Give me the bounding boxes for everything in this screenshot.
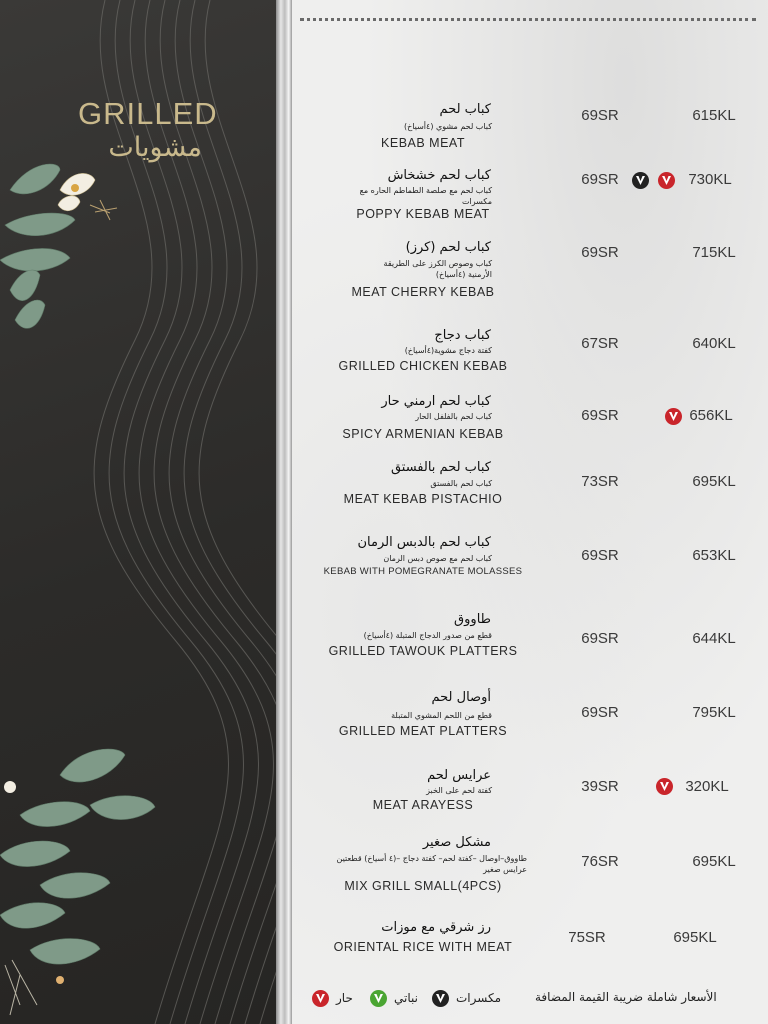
leaves-decoration-bottom [0,735,160,1024]
item-name-arabic: رز شرقي مع موزات [381,920,491,935]
item-calories: 695KL [692,853,736,870]
item-name-arabic: كباب دجاج [434,328,491,343]
item-calories: 715KL [692,244,736,261]
vegetarian-icon [370,990,387,1007]
item-description-arabic: كباب لحم مع صلصة الطماطم الحاره مع مكسرات [359,186,492,206]
item-price-sr: 75SR [568,929,606,946]
item-price-sr: 69SR [581,244,619,261]
item-name-english: GRILLED CHICKEN KEBAB [338,359,508,373]
item-name-english: GRILLED TAWOUK PLATTERS [328,644,518,658]
item-calories: 795KL [692,704,736,721]
page-divider [276,0,292,1024]
item-name-arabic: كباب لحم بالفستق [390,460,491,475]
item-name-english: POPPY KEBAB MEAT [356,207,490,221]
item-name-arabic: مشكل صغير [422,835,491,850]
item-calories: 695KL [692,473,736,490]
item-name-english: GRILLED MEAT PLATTERS [338,724,508,738]
item-price-sr: 76SR [581,853,619,870]
item-name-english: KEBAB MEAT [381,136,465,150]
binding-dots-decoration [300,18,756,31]
item-description-arabic: كباب لحم بالفستق [430,479,492,488]
section-cover-panel [0,0,276,1024]
item-name-arabic: كباب لحم (كرز) [405,240,491,255]
item-name-english: MEAT ARAYESS [372,798,474,812]
item-price-sr: 69SR [581,630,619,647]
item-name-arabic: كباب لحم ارمني حار [381,394,491,409]
item-description-arabic: طاووق–اوصال –كفتة لحم– كفتة دجاج –(٤ أسياخ) قطعتين عرايس صغير [336,854,527,874]
legend-label: مكسرات [456,991,502,1005]
nuts-icon [432,990,449,1007]
item-description-arabic: كباب وصوص الكرز على الطريقة الأرمنية (٤أسياخ) [383,259,492,279]
item-name-arabic: طاووق [454,612,491,627]
section-title-english: GRILLED [78,96,218,131]
item-calories: 695KL [673,929,717,946]
item-calories: 320KL [685,778,729,795]
item-price-sr: 73SR [581,473,619,490]
item-calories: 730KL [688,171,732,188]
item-price-sr: 69SR [581,171,619,188]
item-description-arabic: كباب لحم بالفلفل الحار [415,412,492,421]
item-name-english: MIX GRILL SMALL(4PCS) [344,879,502,893]
item-description-arabic: كفتة لحم على الخبز [426,786,492,795]
item-price-sr: 69SR [581,407,619,424]
item-name-arabic: كباب لحم بالدبس الرمان [357,535,491,550]
nuts-icon [632,172,649,189]
item-name-english: ORIENTAL RICE WITH MEAT [333,940,513,954]
item-calories: 653KL [692,547,736,564]
item-name-english: SPICY ARMENIAN KEBAB [342,427,504,441]
item-name-arabic: كباب لحم خشخاش [387,168,491,183]
legend-label: نباتي [394,991,418,1005]
item-description-arabic: قطع من صدور الدجاج المتبلة (٤أسياخ) [363,631,492,640]
item-calories: 640KL [692,335,736,352]
item-name-arabic: عرايس لحم [427,768,491,783]
legend-label: حار [336,991,353,1005]
item-description-arabic: كباب لحم مع صوص دبس الرمان [383,554,492,563]
item-price-sr: 67SR [581,335,619,352]
vat-note: الأسعار شاملة ضريبة القيمة المضافة [535,990,717,1004]
item-price-sr: 39SR [581,778,619,795]
item-name-english: MEAT KEBAB PISTACHIO [343,492,503,506]
item-description-arabic: كباب لحم مشوي (٤أسياخ) [403,122,492,131]
item-price-sr: 69SR [581,547,619,564]
item-price-sr: 69SR [581,704,619,721]
item-price-sr: 69SR [581,107,619,124]
item-name-arabic: كباب لحم [439,102,491,117]
item-calories: 615KL [692,107,736,124]
item-name-arabic: أوصال لحم [431,690,491,705]
section-title-arabic: مشويات [108,132,202,163]
spicy-icon [312,990,329,1007]
item-calories: 644KL [692,630,736,647]
item-description-arabic: قطع من اللحم المشوي المتبلة [391,711,492,720]
leaves-decoration-top [0,150,130,340]
item-name-english: MEAT CHERRY KEBAB [351,285,495,299]
item-description-arabic: كفتة دجاج مشوية(٤أسياخ) [404,346,492,355]
item-name-english: KEBAB WITH POMEGRANATE MOLASSES [323,566,523,577]
item-calories: 656KL [689,407,733,424]
